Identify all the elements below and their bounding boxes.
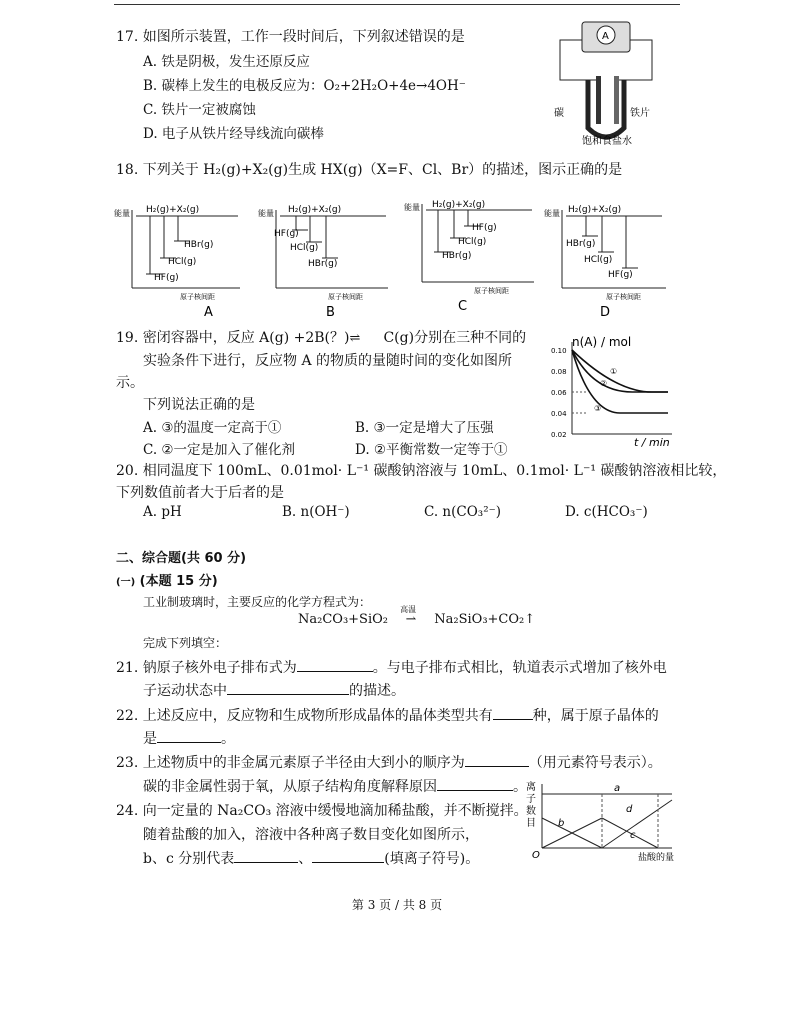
q24-label-b: b <box>558 818 565 829</box>
q24-line2: 随着盐酸的加入，溶液中各种离子数目变化如图所示， <box>143 827 479 843</box>
q23-text-3: 碳的非金属性弱于氧，从原子结构角度解释原因 <box>143 779 437 795</box>
section2-heading: 二、综合题(共 60 分) <box>116 551 247 566</box>
q20-option-a: A. pH <box>143 504 182 520</box>
diagram-c-xlabel: 原子核间距 <box>474 287 509 295</box>
q24-text-3: (填离子符号)。 <box>384 851 480 867</box>
q17-option-d: D. 电子从铁片经导线流向碳棒 <box>143 126 324 142</box>
series-label: ① <box>610 367 618 376</box>
diagram-c-ylabel: 能量 <box>404 203 420 212</box>
q24-ylabel-1: 离 <box>526 782 536 793</box>
q23-text-1: 23. 上述物质中的非金属元素原子半径由大到小的顺序为 <box>116 755 465 771</box>
diagram-c <box>404 200 534 314</box>
equation-right: Na₂SiO₃+CO₂↑ <box>434 612 536 627</box>
q24-line3 <box>143 848 479 868</box>
carbon-rod <box>596 76 601 124</box>
diagram-d-xlabel: 原子核间距 <box>606 293 641 301</box>
y-tick-label: 0.06 <box>551 389 567 397</box>
q17-option-c: C. 铁片一定被腐蚀 <box>143 102 256 118</box>
equation <box>298 605 536 627</box>
q24-ion-figure <box>522 780 684 864</box>
q23-blank-1[interactable] <box>465 754 529 767</box>
q24-label-c: c <box>630 830 636 841</box>
diagram-a <box>114 205 240 320</box>
part-title: (本题 15 分) <box>139 574 218 589</box>
equation-arrow <box>392 605 430 627</box>
q17-option-a: A. 铁是阴极，发生还原反应 <box>143 54 310 70</box>
y-tick-label: 0.08 <box>551 368 567 376</box>
q19-line1 <box>116 327 526 347</box>
q24-xlabel: 盐酸的量 <box>638 853 675 863</box>
diagram-c-letter: C <box>458 299 468 314</box>
q24-blank-1[interactable] <box>234 850 298 863</box>
diagram-a-label-3: HF(g) <box>154 273 179 283</box>
q20-line2: 下列数值前者大于后者的是 <box>116 485 284 501</box>
iron-strip <box>614 76 619 124</box>
brine-label: 饱和食盐水 <box>582 136 632 147</box>
q21-text-1: 21. 钠原子核外电子排布式为 <box>116 660 297 676</box>
fill-prompt: 完成下列填空： <box>143 636 228 650</box>
diagram-b-xlabel: 原子核间距 <box>328 293 363 301</box>
diagram-d-top-label: H₂(g)+X₂(g) <box>568 205 622 215</box>
q24-blank-2[interactable] <box>312 850 384 863</box>
diagram-b-letter: B <box>326 305 335 320</box>
diagram-b <box>258 205 388 320</box>
q22-text-2: 种，属于原子晶体的 <box>532 708 659 724</box>
q21-line1 <box>116 657 667 677</box>
equation-condition: 高温 <box>400 605 417 614</box>
q21-blank-1[interactable] <box>297 659 373 672</box>
diagram-d-letter: D <box>600 305 611 320</box>
page-footer: 第 3 页 / 共 8 页 <box>351 898 443 912</box>
y-tick-label: 0.04 <box>551 410 567 418</box>
section2-part <box>116 570 218 589</box>
q23-line2 <box>143 776 527 796</box>
diagram-a-label-1: HBr(g) <box>184 240 214 250</box>
q24-ylabel-3: 数 <box>526 806 536 817</box>
q24-text-2: 、 <box>298 851 313 867</box>
y-tick-label: 0.02 <box>551 431 567 439</box>
q20-option-b: B. n(OH⁻) <box>282 504 350 520</box>
q19-line1-text-b: C(g)分别在三种不同的 <box>383 330 527 346</box>
q19-chart <box>548 330 678 452</box>
q18-stem: 18. 下列关于 H₂(g)+X₂(g)生成 HX(g)（X=F、Cl、Br）的描述，图示正确的是 <box>116 162 623 178</box>
diagram-b-label-3: HBr(g) <box>308 259 338 269</box>
q24-text-1: b、c 分别代表 <box>143 851 235 867</box>
q22-line1 <box>116 705 659 725</box>
equation-left: Na₂CO₃+SiO₂ <box>298 612 388 627</box>
q21-line2 <box>143 680 405 700</box>
section2-intro: 工业制玻璃时，主要反应的化学方程式为： <box>143 595 372 609</box>
diagram-a-label-2: HCl(g) <box>168 257 197 267</box>
part-number: (一) <box>116 577 136 588</box>
q22-blank-1[interactable] <box>493 707 533 720</box>
diagram-b-label-1: HF(g) <box>274 229 299 239</box>
diagram-c-top-label: H₂(g)+X₂(g) <box>432 200 486 210</box>
iron-label: 铁片 <box>630 108 650 119</box>
q24-ylabel-4: 目 <box>526 818 536 829</box>
diagram-b-ylabel: 能量 <box>258 209 274 218</box>
q21-text-3: 子运动状态中 <box>143 683 227 699</box>
q22-blank-2[interactable] <box>157 730 221 743</box>
diagram-c-label-3: HBr(g) <box>442 251 472 261</box>
q20-option-d: D. c(HCO₃⁻) <box>565 504 648 520</box>
series-line-3 <box>572 350 668 413</box>
chart-ylabel: n(A) / mol <box>572 335 632 349</box>
q24-label-d: d <box>626 804 633 815</box>
q24-line1: 24. 向一定量的 Na₂CO₃ 溶液中缓慢地滴加稀盐酸，并不断搅拌。 <box>116 803 528 819</box>
diagram-b-label-2: HCl(g) <box>290 243 319 253</box>
equilibrium-arrow-icon: ⇀ <box>405 612 417 627</box>
q24-label-a: a <box>614 783 621 794</box>
diagram-a-letter: A <box>204 305 213 320</box>
q20-option-c: C. n(CO₃²⁻) <box>424 504 502 520</box>
q21-text-4: 的描述。 <box>349 683 405 699</box>
q19-line4: 下列说法正确的是 <box>143 397 255 413</box>
q23-text-2: （用元素符号表示）。 <box>528 755 662 771</box>
diagram-b-top-label: H₂(g)+X₂(g) <box>288 205 342 215</box>
series-label: ② <box>600 379 608 388</box>
diagram-d-label-1: HBr(g) <box>566 239 596 249</box>
q19-option-c: C. ②一定是加入了催化剂 <box>143 442 296 458</box>
q21-text-2: 。与电子排布式相比，轨道表示式增加了核外电 <box>372 660 667 676</box>
q22-text-3: 是 <box>143 731 157 747</box>
q19-line3: 示。 <box>116 375 144 391</box>
q21-blank-2[interactable] <box>227 682 349 695</box>
diagram-d-label-3: HF(g) <box>608 270 633 280</box>
q22-line2 <box>143 728 235 748</box>
q24-ylabel-2: 子 <box>526 794 536 805</box>
q23-blank-2[interactable] <box>437 778 513 791</box>
q17-stem: 17. 如图所示装置，工作一段时间后，下列叙述错误的是 <box>116 29 465 45</box>
diagram-d <box>544 205 666 320</box>
diagram-d-ylabel: 能量 <box>544 209 560 218</box>
q19-option-a: A. ③的温度一定高于① <box>143 420 282 436</box>
q17-apparatus-figure <box>552 18 662 148</box>
ammeter-label: A <box>602 31 609 42</box>
q18-energy-diagrams <box>112 196 672 322</box>
diagram-a-xlabel: 原子核间距 <box>180 293 215 301</box>
q17-option-b: B. 碳棒上发生的电极反应为：O₂+2H₂O+4e→4OH⁻ <box>143 78 466 94</box>
q19-line2: 实验条件下进行，反应物 A 的物质的量随时间的变化如图所 <box>143 353 513 369</box>
top-rule <box>114 4 680 5</box>
y-tick-label: 0.10 <box>551 347 567 355</box>
diagram-d-label-2: HCl(g) <box>584 255 613 265</box>
q19-option-b: B. ③一定是增大了压强 <box>355 420 494 436</box>
q20-line1: 20. 相同温度下 100mL、0.01mol· L⁻¹ 碳酸钠溶液与 10mL、0.1mol· L⁻¹ 碳酸钠溶液相比较， <box>116 463 727 479</box>
q19-line1-text: 19. 密闭容器中，反应 A(g) +2B(？) <box>116 330 350 346</box>
diagram-a-top-label: H₂(g)+X₂(g) <box>146 205 200 215</box>
carbon-label: 碳 <box>554 108 564 119</box>
chart-xlabel: t / min <box>634 436 670 449</box>
q19-option-d: D. ②平衡常数一定等于① <box>355 442 508 458</box>
diagram-c-label-1: HF(g) <box>472 223 497 233</box>
series-label: ③ <box>594 404 602 413</box>
q22-text-1: 22. 上述反应中，反应物和生成物所形成晶体的晶体类型共有 <box>116 708 493 724</box>
reversible-arrow-icon: ⇌ <box>349 331 359 346</box>
q23-text-4: 。 <box>513 779 527 795</box>
q24-origin: O <box>532 850 540 861</box>
q23-line1 <box>116 752 662 772</box>
diagram-a-ylabel: 能量 <box>114 209 130 218</box>
diagram-c-label-2: HCl(g) <box>458 237 487 247</box>
q22-text-4: 。 <box>221 731 235 747</box>
